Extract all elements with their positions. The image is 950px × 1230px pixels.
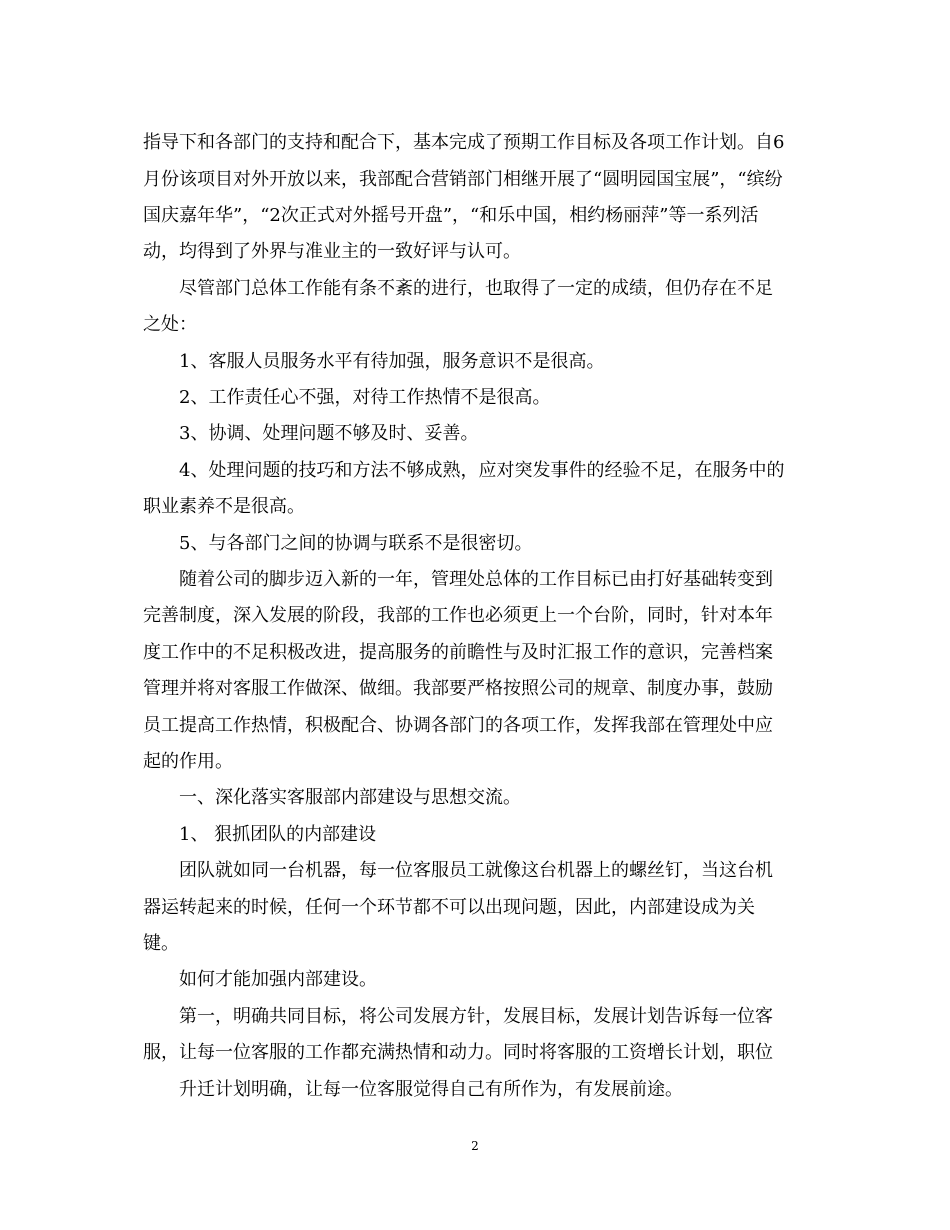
text-line: 升迁计划明确，让每一位客服觉得自己有所作为，有发展前途。 [179, 1079, 683, 1100]
list-item: 3、协调、处理问题不够及时、妥善。 [179, 423, 479, 444]
text-line: 指导下和各部门的支持和配合下，基本完成了预期工作目标及各项工作计划。自6 [143, 132, 785, 153]
text-line: 起的作用。 [143, 751, 233, 772]
text-line: 月份该项目对外开放以来，我部配合营销部门相继开展了“圆明园国宝展”，“缤纷 [143, 169, 783, 190]
list-item: 2、工作责任心不强，对待工作热情不是很高。 [179, 387, 551, 408]
text-line: 度工作中的不足积极改进，提高服务的前瞻性与及时汇报工作的意识，完善档案 [143, 642, 773, 663]
section-heading: 一、深化落实客服部内部建设与思想交流。 [179, 787, 521, 808]
text-line: 尽管部门总体工作能有条不紊的进行，也取得了一定的成绩，但仍存在不足 [179, 278, 773, 299]
text-line: 随着公司的脚步迈入新的一年，管理处总体的工作目标已由打好基础转变到 [179, 569, 773, 590]
text-line: 团队就如同一台机器，每一位客服员工就像这台机器上的螺丝钉，当这台机 [179, 860, 773, 881]
text-line: 完善制度，深入发展的阶段，我部的工作也必须更上一个台阶，同时，针对本年 [143, 605, 773, 626]
text-line: 如何才能加强内部建设。 [179, 969, 377, 990]
text-line: 职业素养不是很高。 [143, 496, 305, 517]
text-line: 动，均得到了外界与准业主的一致好评与认可。 [143, 241, 521, 262]
text-line: 员工提高工作热情，积极配合、协调各部门的各项工作，发挥我部在管理处中应 [143, 715, 773, 736]
list-item: 4、处理问题的技巧和方法不够成熟，应对突发事件的经验不足，在服务中的 [179, 460, 785, 481]
page-number: 2 [471, 1139, 479, 1153]
text-line: 管理并将对客服工作做深、做细。我部要严格按照公司的规章、制度办事，鼓励 [143, 678, 773, 699]
text-line: 服，让每一位客服的工作都充满热情和动力。同时将客服的工资增长计划，职位 [143, 1042, 773, 1063]
list-item: 5、与各部门之间的协调与联系不是很密切。 [179, 533, 533, 554]
list-item: 1、客服人员服务水平有待加强，服务意识不是很高。 [179, 351, 605, 372]
text-line: 第一，明确共同目标，将公司发展方针，发展目标，发展计划告诉每一位客 [179, 1006, 773, 1027]
text-line: 国庆嘉年华”，“2次正式对外摇号开盘”，“和乐中国，相约杨丽萍”等一系列活 [143, 205, 759, 226]
text-line: 键。 [143, 933, 179, 954]
text-line: 之处： [143, 314, 197, 335]
text-line: 器运转起来的时候，任何一个环节都不可以出现问题，因此，内部建设成为关 [143, 897, 755, 918]
subsection-heading: 1、 狠抓团队的内部建设 [179, 824, 377, 845]
